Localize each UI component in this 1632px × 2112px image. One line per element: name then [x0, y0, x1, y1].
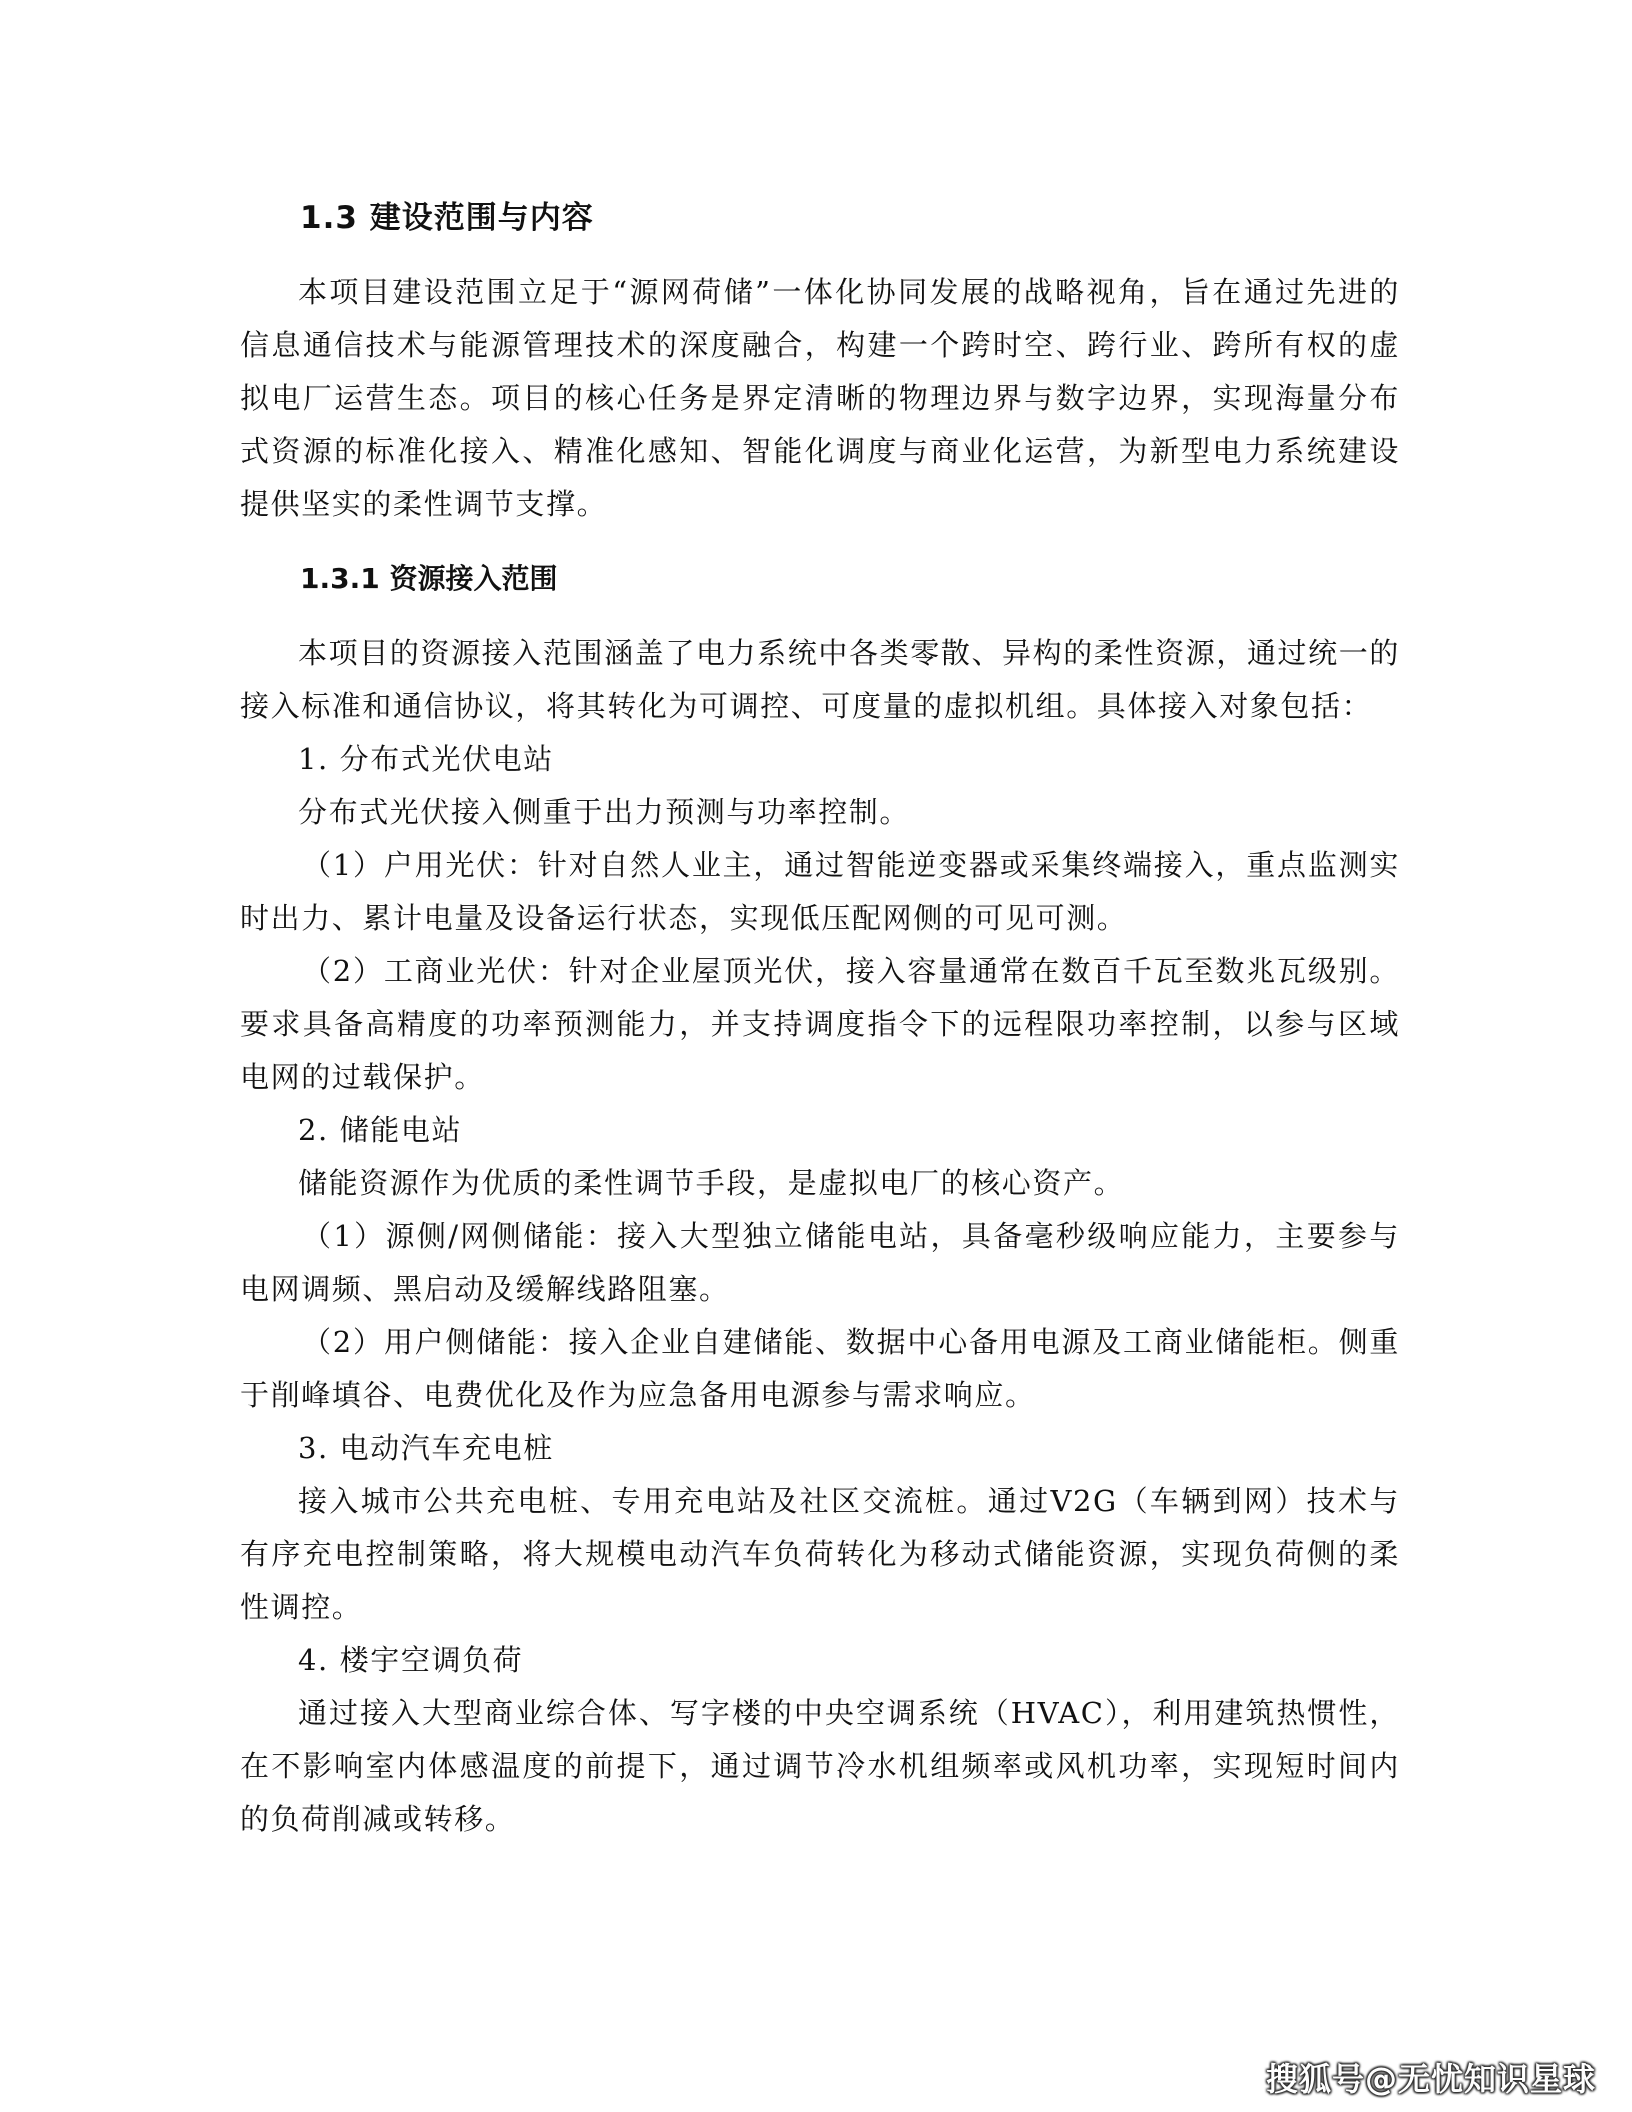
- section-heading: 1.3 建设范围与内容: [300, 200, 594, 236]
- item-desc-storage: 储能资源作为优质的柔性调节手段，是虚拟电厂的核心资产。: [298, 1166, 1125, 1200]
- item-title-storage: 2. 储能电站: [298, 1113, 463, 1147]
- watermark: 搜狐号@无忧知识星球: [1265, 2060, 1596, 2098]
- document-body: [240, 190, 1400, 1846]
- sub-item-grid-storage: （1）源侧/网侧储能：接入大型独立储能电站，具备毫秒级响应能力，主要参与电网调频、黑启动及缓解线路阻塞。: [240, 1219, 1400, 1306]
- section-intro-paragraph: 本项目建设范围立足于“源网荷储”一体化协同发展的战略视角，旨在通过先进的信息通信技术与能源管理技术的深度融合，构建一个跨时空、跨行业、跨所有权的虚拟电厂运营生态。项目的核心任务是界定清晰的物理边界与数字边界，实现海量分布式资源的标准化接入、精准化感知、智能化调度与商业化运营，为新型电力系统建设提供坚实的柔性调节支撑。: [240, 275, 1400, 521]
- sub-item-commercial-pv: （2）工商业光伏：针对企业屋顶光伏，接入容量通常在数百千瓦至数兆瓦级别。要求具备高精度的功率预测能力，并支持调度指令下的远程限功率控制，以参与区域电网的过载保护。: [240, 954, 1400, 1094]
- subsection-intro-paragraph: 本项目的资源接入范围涵盖了电力系统中各类零散、异构的柔性资源，通过统一的接入标准和通信协议，将其转化为可调控、可度量的虚拟机组。具体接入对象包括：: [240, 636, 1400, 723]
- item-desc-ev-charging: 接入城市公共充电桩、专用充电站及社区交流桩。通过V2G（车辆到网）技术与有序充电控制策略，将大规模电动汽车负荷转化为移动式储能资源，实现负荷侧的柔性调控。: [240, 1484, 1400, 1624]
- item-title-pv: 1. 分布式光伏电站: [298, 742, 554, 776]
- item-title-hvac: 4. 楼宇空调负荷: [298, 1643, 524, 1677]
- subsection-heading: 1.3.1 资源接入范围: [300, 562, 558, 595]
- sub-item-household-pv: （1）户用光伏：针对自然人业主，通过智能逆变器或采集终端接入，重点监测实时出力、累计电量及设备运行状态，实现低压配网侧的可见可测。: [240, 848, 1400, 935]
- item-title-ev-charging: 3. 电动汽车充电桩: [298, 1431, 554, 1465]
- item-desc-hvac: 通过接入大型商业综合体、写字楼的中央空调系统（HVAC），利用建筑热惯性，在不影响室内体感温度的前提下，通过调节冷水机组频率或风机功率，实现短时间内的负荷削减或转移。: [240, 1696, 1400, 1836]
- sub-item-user-storage: （2）用户侧储能：接入企业自建储能、数据中心备用电源及工商业储能柜。侧重于削峰填谷、电费优化及作为应急备用电源参与需求响应。: [240, 1325, 1400, 1412]
- item-desc-pv: 分布式光伏接入侧重于出力预测与功率控制。: [298, 795, 911, 829]
